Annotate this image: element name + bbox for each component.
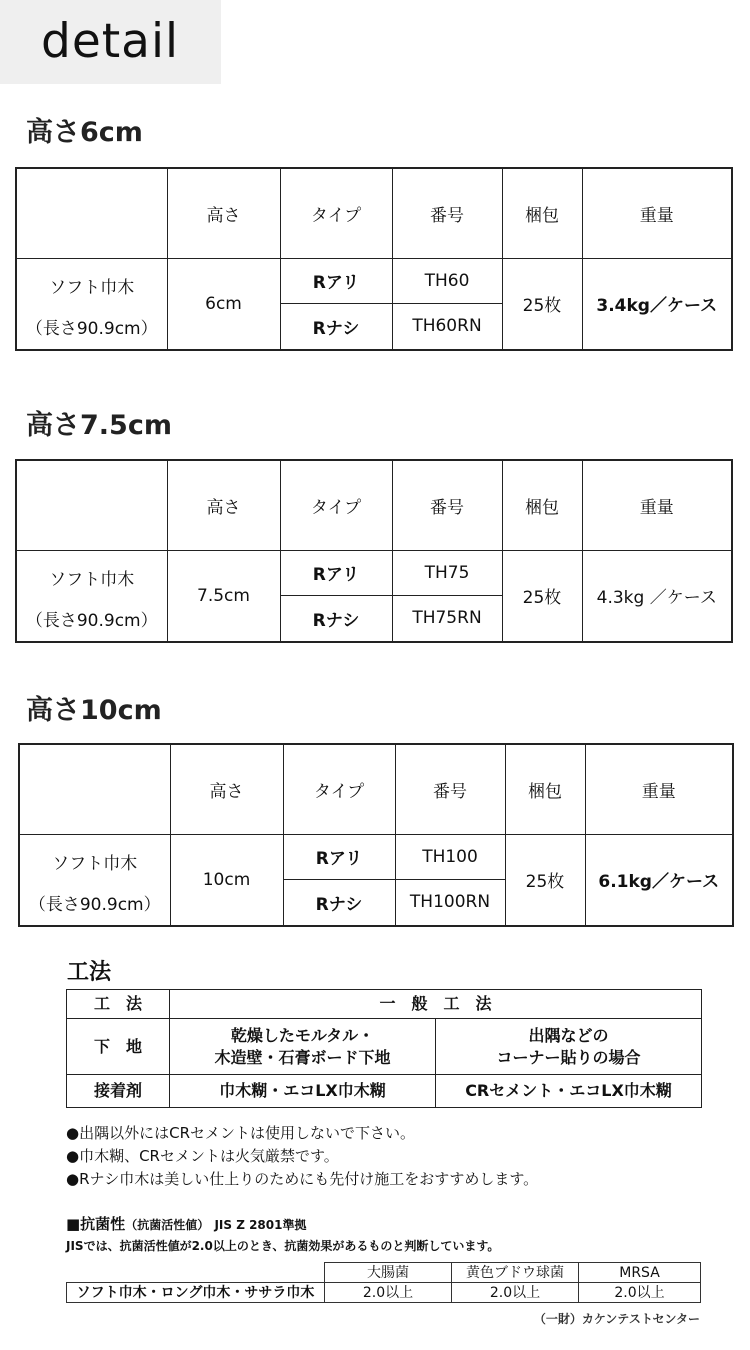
- method-table: [66, 989, 702, 1108]
- antibacterial-product: ソフト巾木・ロング巾木・ササラ巾木: [67, 1283, 325, 1303]
- product-name: ソフト巾木: [52, 853, 138, 874]
- header-packing: 梱包: [502, 168, 582, 258]
- header-empty: [16, 168, 167, 258]
- substrate-corner: [436, 1019, 702, 1075]
- antibacterial-description: JISでは、抗菌活性値が2.0以上のとき、抗菌効果があるものと判断しています。: [66, 1239, 500, 1253]
- note-item: ●巾木糊、CRセメントは火気厳禁です。: [66, 1147, 339, 1165]
- spec-table-7-5cm: [15, 459, 733, 643]
- header-weight: 重量: [582, 168, 732, 258]
- header-mrsa: MRSA: [579, 1263, 701, 1283]
- packing-value: 25枚: [502, 258, 582, 350]
- antibacterial-title-main: ■抗菌性: [66, 1215, 126, 1233]
- number-2: TH75RN: [392, 596, 502, 642]
- header-weight: 重量: [585, 744, 733, 834]
- substrate-general: [170, 1019, 436, 1075]
- type-r-nashi: Rナシ: [280, 596, 392, 642]
- header-number: 番号: [392, 460, 502, 550]
- header-packing: 梱包: [505, 744, 585, 834]
- product-length: （長さ90.9cm）: [25, 610, 158, 631]
- header-staph: 黄色ブドウ球菌: [452, 1263, 579, 1283]
- number-1: TH100: [395, 834, 505, 880]
- weight-value: 3.4kg／ケース: [582, 258, 732, 350]
- antibacterial-title-sub: （抗菌活性値）: [125, 1218, 210, 1232]
- type-r-ari: Rアリ: [283, 834, 395, 880]
- substrate-general-line1: 乾燥したモルタル・: [230, 1025, 375, 1045]
- spec-table-10cm: [18, 743, 734, 927]
- number-2: TH100RN: [395, 880, 505, 926]
- note-item: ●Rナシ巾木は美しい仕上りのためにも先付け施工をおすすめします。: [66, 1170, 539, 1188]
- product-length: （長さ90.9cm）: [28, 894, 161, 915]
- section-title-7-5cm: 高さ7.5cm: [26, 410, 172, 441]
- weight-value: 6.1kg／ケース: [585, 834, 733, 926]
- section-title-6cm: 高さ6cm: [26, 117, 143, 148]
- substrate-corner-line2: コーナー貼りの場合: [496, 1047, 641, 1067]
- header-number: 番号: [395, 744, 505, 834]
- header-type: タイプ: [280, 168, 392, 258]
- weight-value: 4.3kg ／ケース: [582, 550, 732, 642]
- notes-list: [66, 1122, 538, 1191]
- antibacterial-standard: JIS Z 2801準拠: [214, 1218, 307, 1232]
- height-value: 10cm: [170, 834, 283, 926]
- header-empty: [16, 460, 167, 550]
- number-1: TH75: [392, 550, 502, 596]
- header-weight: 重量: [582, 460, 732, 550]
- detail-header: detail: [0, 0, 221, 84]
- product-length: （長さ90.9cm）: [25, 318, 158, 339]
- packing-value: 25枚: [502, 550, 582, 642]
- adhesive-general: 巾木糊・エコLX巾木糊: [170, 1075, 436, 1108]
- substrate-corner-line1: 出隅などの: [528, 1025, 609, 1045]
- header-empty: [19, 744, 170, 834]
- product-cell: [16, 550, 167, 642]
- spec-table-6cm: [15, 167, 733, 351]
- number-1: TH60: [392, 258, 502, 304]
- header-number: 番号: [392, 168, 502, 258]
- method-title: 工法: [67, 960, 112, 985]
- test-source: （一財）カケンテストセンター: [533, 1312, 700, 1326]
- header-height: 高さ: [167, 460, 280, 550]
- height-value: 6cm: [167, 258, 280, 350]
- antibacterial-table: [66, 1262, 701, 1303]
- header-height: 高さ: [170, 744, 283, 834]
- product-name: ソフト巾木: [49, 569, 135, 590]
- type-r-ari: Rアリ: [280, 258, 392, 304]
- header-type: タイプ: [280, 460, 392, 550]
- substrate-general-line2: 木造壁・石膏ボード下地: [214, 1047, 391, 1067]
- note-item: ●出隅以外にはCRセメントは使用しないで下さい。: [66, 1124, 415, 1142]
- product-name: ソフト巾木: [49, 277, 135, 298]
- adhesive-label: 接着剤: [67, 1075, 170, 1108]
- product-cell: [16, 258, 167, 350]
- type-r-nashi: Rナシ: [283, 880, 395, 926]
- product-cell: [19, 834, 170, 926]
- header-ecoli: 大腸菌: [325, 1263, 452, 1283]
- type-r-nashi: Rナシ: [280, 304, 392, 350]
- adhesive-corner: CRセメント・エコLX巾木糊: [436, 1075, 702, 1108]
- substrate-label: 下 地: [67, 1019, 170, 1075]
- value-ecoli: 2.0以上: [325, 1283, 452, 1303]
- packing-value: 25枚: [505, 834, 585, 926]
- value-staph: 2.0以上: [452, 1283, 579, 1303]
- type-r-ari: Rアリ: [280, 550, 392, 596]
- height-value: 7.5cm: [167, 550, 280, 642]
- value-mrsa: 2.0以上: [579, 1283, 701, 1303]
- header-packing: 梱包: [502, 460, 582, 550]
- header-type: タイプ: [283, 744, 395, 834]
- method-label: 工 法: [67, 990, 170, 1019]
- number-2: TH60RN: [392, 304, 502, 350]
- antibacterial-title: [66, 1213, 306, 1234]
- header-height: 高さ: [167, 168, 280, 258]
- method-value: 一 般 工 法: [170, 990, 702, 1019]
- antibacterial-blank: [67, 1263, 325, 1283]
- section-title-10cm: 高さ10cm: [26, 695, 162, 726]
